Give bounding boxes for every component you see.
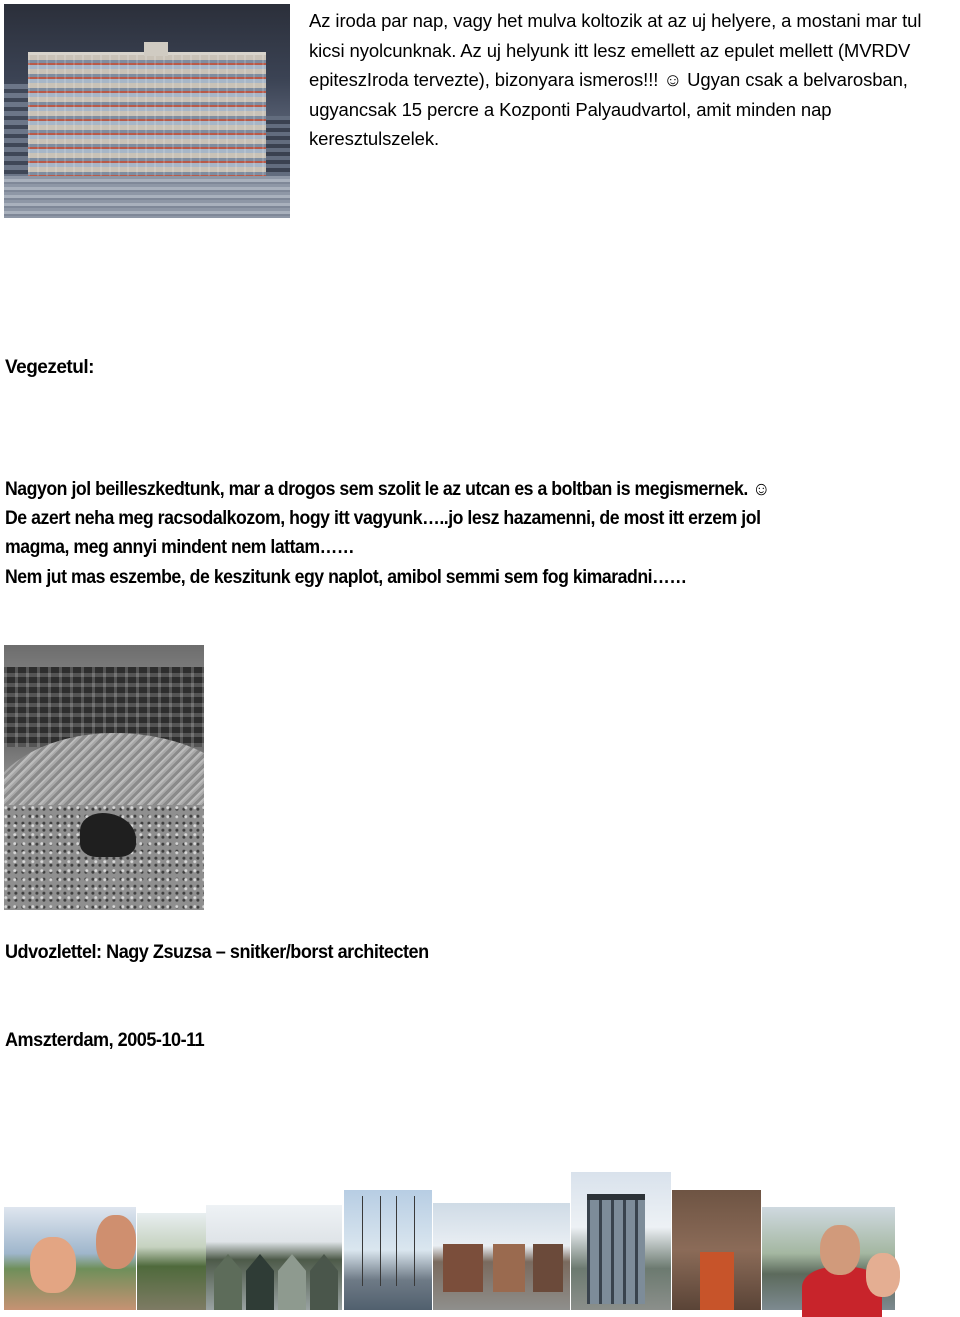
photo-strip-harbor <box>344 1190 432 1310</box>
photo-strip-houses <box>206 1205 342 1310</box>
closing-line-1: Nagyon jol beilleszkedtunk, mar a drogos sem szolit le az utcan es a boltban is megismernek. ☺ <box>5 479 770 500</box>
photo-strip-brick-facade <box>672 1190 761 1310</box>
closing-line-3: magma, meg annyi mindent nem lattam…… <box>5 537 355 558</box>
photo-mvrdv-building <box>4 4 290 218</box>
photo-strip-park <box>137 1213 206 1310</box>
signature-line: Udvozlettel: Nagy Zsuzsa – snitker/borst architecten <box>5 942 429 963</box>
intro-paragraph: Az iroda par nap, vagy het mulva koltozik at az uj helyere, a mostani mar tul kicsi nyolcunknak. Az uj helyunk itt lesz emellett az epulet mellett (MVRDV epiteszIroda tervezte), bizonyara ismeros!!! ☺ Ugyan csak a belvarosban, ugyancsak 15 percre a Kozponti Palyaudvartol, amit minden nap keresztulszelek. <box>309 10 922 150</box>
section-heading: Vegezetul: <box>5 357 94 378</box>
diary-paragraph <box>5 563 898 592</box>
closing-paragraph <box>5 475 898 562</box>
closing-line-2: De azert neha meg racsodalkozom, hogy itt vagyunk…..jo lesz hazamenni, de most itt erzem jol <box>5 508 761 529</box>
photo-dune-bw <box>4 645 204 910</box>
place-date-line: Amszterdam, 2005-10-11 <box>5 1030 205 1051</box>
photo-strip-glass-building <box>571 1172 671 1310</box>
diary-line: Nem jut mas eszembe, de keszitunk egy naplot, amibol semmi sem fog kimaradni…… <box>5 567 687 588</box>
photo-strip-couple <box>762 1207 895 1310</box>
photo-strip-friends-eating <box>4 1207 136 1310</box>
photo-strip-street <box>433 1203 570 1310</box>
